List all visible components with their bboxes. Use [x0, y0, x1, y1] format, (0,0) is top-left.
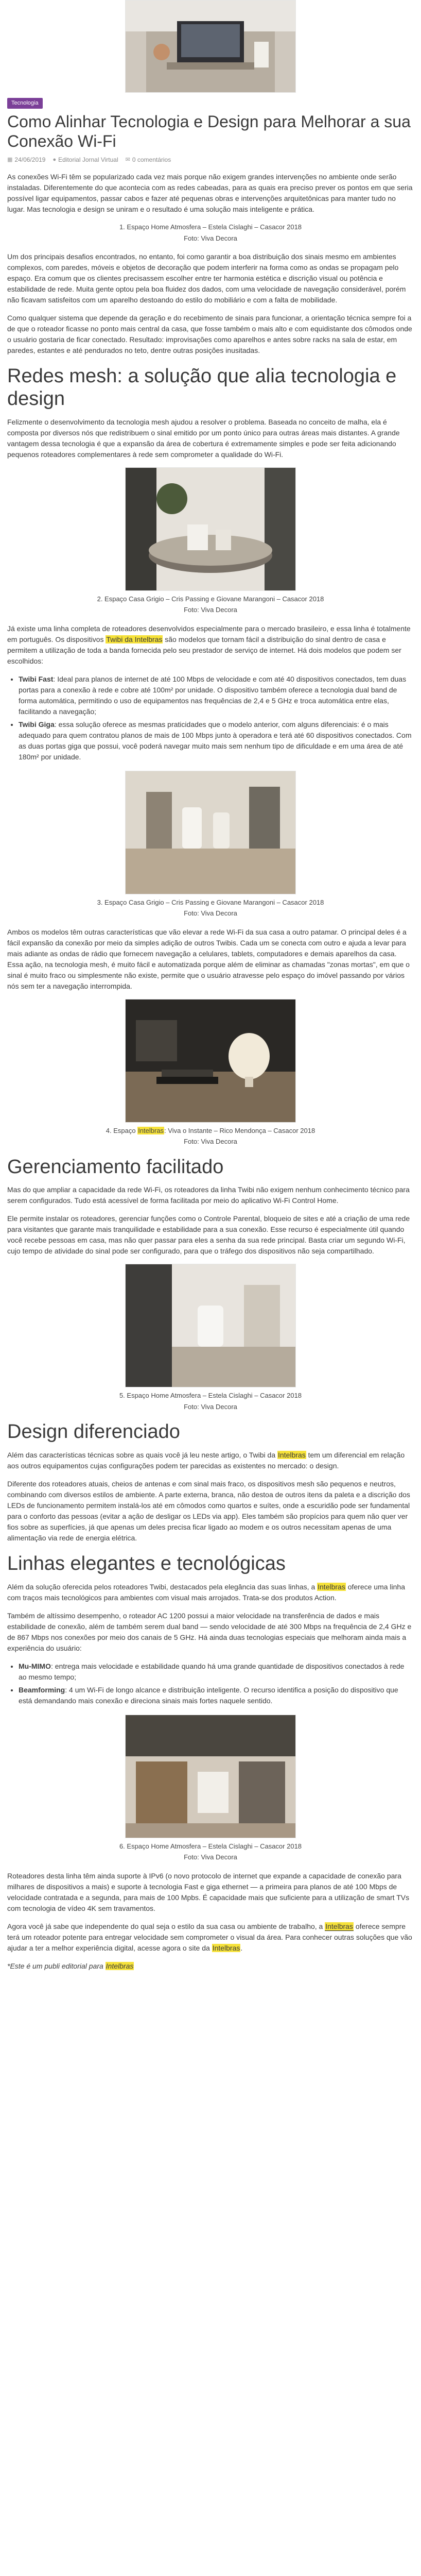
- figure-5-caption: 5. Espaço Home Atmosfera – Estela Cislaghi – Casacor 2018: [119, 1392, 302, 1400]
- text-run: tem um diferencial em relação aos outros equipamentos cujas configurações podem ter parecidas as existentes no mercado: o design.: [7, 1451, 405, 1470]
- comment-icon: ✉: [125, 157, 130, 163]
- list-item-text: : essa solução oferece as mesmas praticidades que o modelo anterior, com alguns diferenciais: é o mais adequado para quem contratou planos de mais de 100 Mbps junto à operadora e terá até 60 dispositivos conectados. Com as duas portas giga que possui, você poderá navegar muito mais sem nenhum tipo de dificuldade e em uma área de até 180m² por unidade.: [19, 720, 412, 761]
- twibi-models-list: [7, 674, 414, 762]
- section-heading-lines: Linhas elegantes e tecnológicas: [7, 1553, 286, 1575]
- figure-6-image: [125, 1715, 296, 1838]
- user-icon: ●: [52, 157, 57, 163]
- paragraph: Um dos principais desafios encontrados, no entanto, foi como garantir a boa distribuição dos sinais mesmo em ambientes complexos, com paredes, móveis e objetos de decoração que podem interferir na forma como as ondas se propagam pelo espaço. Era comum que os clientes precisassem escolher entre ter harmonia estética e discrição visual ou potência e estabilidade de rede. Muita gente optou pela boa fluidez dos dados, com uma velocidade de navegação considerável, porém não ficavam satisfeitos com um aparelho destoando do estilo do mobiliário e com a falta de mobilidade.: [7, 252, 406, 304]
- list-item-text: : Ideal para planos de internet de até 100 Mbps de velocidade e com até 40 dispositivos conectados, tem duas portas para a conexão à rede e cobre até 100m² por unidade. O dispositivo também oferece a tecnologia dual band de forma automática, permitindo o uso de equipamentos nas frequências de 2,4 e 5 GHz e troca automática entre elas, facilitando a navegação;: [19, 674, 407, 716]
- paragraph: Também de altíssimo desempenho, o roteador AC 1200 possui a maior velocidade na transferência de dados e mais estabilidade de conexão, além de também serem dual band — sendo velocidade de até 300 Mbps na frequência de 2,4 GHz e de 867 Mbps nos conexões por meio dos canais de 5 GHz. Há ainda duas tecnologias especiais que melhoram ainda mais a experiência do usuário:: [7, 1611, 412, 1652]
- paragraph: Mas do que ampliar a capacidade da rede Wi-Fi, os roteadores da linha Twibi não exigem nenhum conhecimento técnico para serem configurados. Tudo está acessível de forma facilitada por meio do aplicativo Wi-Fi Control Home.: [7, 1185, 410, 1205]
- intro-paragraph: As conexões Wi-Fi têm se popularizado cada vez mais porque não exigem grandes intervenções no ambiente onde serão instaladas. Diferentemente do que acontecia com as redes cabeadas, para as quais era preciso prever os pontos em que seria possível ligar equipamentos, passar cabos e fazer até pequenas obras e intervenções arquitetônicas para manter tudo no lugar. Mas tecnologia e design se uniram e o resultado é uma solução mais inteligente e prática.: [7, 173, 413, 214]
- sponsored-note: [7, 1961, 414, 1972]
- list-item-text: : entrega mais velocidade e estabilidade quando há uma grande quantidade de dispositivos conectados à rede ao mesmo tempo;: [19, 1662, 405, 1681]
- figure-2-credit: Foto: Viva Decora: [184, 606, 237, 614]
- post-title: Como Alinhar Tecnologia e Design para Melhorar a sua Conexão Wi-Fi: [7, 112, 411, 150]
- figure-2-art: [126, 468, 295, 590]
- figure-4-image: [125, 999, 296, 1123]
- brand-highlight[interactable]: Intelbras: [318, 1582, 345, 1591]
- text-run: 4. Espaço: [106, 1126, 138, 1134]
- figure-5: [7, 1264, 414, 1412]
- paragraph-lines-intro: [7, 1582, 414, 1603]
- text-run: Já existe uma linha completa de roteadores desenvolvidos especialmente para o mercado brasileiro, e essa linha é totalmente em português. Os dispositivos: [7, 624, 411, 643]
- section-heading-mesh: Redes mesh: a solução que alia tecnologia e design: [7, 365, 397, 410]
- figure-4-credit: Foto: Viva Decora: [184, 1138, 237, 1146]
- paragraph: Diferente dos roteadores atuais, cheios de antenas e com sinal mais fraco, os dispositivos mesh são pequenos e neutros, combinando com diversos estilos de ambiente. A parte externa, branca, não destoa de outros itens da paleta e a discrição dos LEDs de funcionamento permitem instalá-los até em cômodos como quartos e suítes, onde a escuridão pode ser fundamental para o conforto das pessoas (evitar a ação de desligar os LEDs via app). Eles também são propícios para quem não quer ver fios sobre as superfícies, já que apenas um deles precisa ficar ligado ao modem e os outros necessitam apenas de uma alimentação via rede de energia elétrica.: [7, 1480, 410, 1543]
- figure-5-image: [125, 1264, 296, 1387]
- header-image-block: [7, 0, 414, 93]
- brand-highlight[interactable]: Intelbras: [138, 1126, 164, 1134]
- figure-6: [7, 1715, 414, 1862]
- figure-4-art: [126, 999, 295, 1122]
- figure-2-caption: 2. Espaço Casa Grigio – Cris Passing e Giovane Marangoni – Casacor 2018: [97, 595, 324, 603]
- figure-5-art: [126, 1264, 295, 1387]
- list-item-label: Twibi Giga: [19, 720, 55, 728]
- list-item: [19, 1685, 414, 1706]
- post-meta: [7, 155, 414, 164]
- figure-2-image: [125, 467, 296, 591]
- text-run: Além da solução oferecida pelos roteadores Twibi, destacados pela elegância das suas linhas, a: [7, 1582, 318, 1591]
- calendar-icon: ▦: [7, 157, 13, 163]
- brand-highlight-link[interactable]: Intelbras: [212, 1943, 240, 1952]
- meta-comments[interactable]: [126, 155, 171, 164]
- figure-1: [7, 222, 414, 243]
- list-item: [19, 674, 414, 717]
- brand-highlight[interactable]: Intelbras: [106, 1961, 134, 1970]
- figure-6-caption: 6. Espaço Home Atmosfera – Estela Cislaghi – Casacor 2018: [119, 1842, 302, 1850]
- list-item-label: Twibi Fast: [19, 674, 54, 683]
- meta-author[interactable]: [52, 155, 118, 164]
- figure-2: [7, 467, 414, 615]
- text-run: Agora você já sabe que independente do qual seja o estilo da sua casa ou ambiente de trabalho, a: [7, 1922, 325, 1930]
- meta-date-text: 24/06/2019: [14, 156, 46, 164]
- brand-highlight[interactable]: Intelbras: [278, 1451, 306, 1460]
- text-run: Além das características técnicas sobre as quais você já leu neste artigo, o Twibi da: [7, 1451, 278, 1460]
- figure-1-credit: Foto: Viva Decora: [184, 234, 237, 242]
- figure-4: [7, 999, 414, 1147]
- text-run: .: [240, 1943, 243, 1952]
- list-item-label: Beamforming: [19, 1685, 65, 1694]
- text-run: *Este é um publi editorial para: [7, 1961, 106, 1970]
- action-features-list: [7, 1661, 414, 1706]
- meta-date: [7, 155, 45, 164]
- text-run: são modelos que tornam fácil a distribuição do sinal dentro de casa e permitem a utilização de toda a banda fornecida pelo seu prestador de serviço de internet. Há dois modelos que podem ser escolhidos:: [7, 635, 401, 665]
- figure-3: [7, 771, 414, 919]
- figure-4-caption: [7, 1126, 414, 1136]
- paragraph-design-intro: [7, 1450, 414, 1471]
- header-image-art: [126, 1, 295, 92]
- list-item-text: : 4 um Wi-Fi de longo alcance e distribuição inteligente. O recurso identifica a posição do dispositivo que está demandando mais conexão e direciona sinais mais fortes naquele sentido.: [19, 1685, 398, 1705]
- meta-author-text[interactable]: Editorial Jornal Virtual: [58, 156, 118, 164]
- meta-comments-text[interactable]: 0 comentários: [132, 156, 171, 164]
- paragraph: Ambos os modelos têm outras características que vão elevar a rede Wi-Fi da sua casa a outro patamar. O principal deles é a fácil expansão da conexão por meio da simples adição de outros Twibis. Cada um se conecta com outro e ajuda a levar para mais adiante as ondas de rádio que fornecem navegação a celulares, tablets, computadores e demais aparelhos da casa. Essa ação, na tecnologia mesh, é muito fácil e automatizada porque além de eliminar as chamadas "zonas mortas", em que o sinal é muito fraco ou simplesmente não existe, permite que o usuário atravesse pelo espaço do imóvel passando por vários nós sem ter a navegação interrompida.: [7, 927, 410, 990]
- figure-6-art: [126, 1715, 295, 1838]
- figure-5-credit: Foto: Viva Decora: [184, 1402, 237, 1411]
- paragraph: Felizmente o desenvolvimento da tecnologia mesh ajudou a resolver o problema. Baseada no conceito de malha, ela é composta por diversos nós que redistribuem o sinal emitido por um ponto único para outras áreas mais distantes. A grande vantagem dessa tecnologia é que a expansão da área de cobertura é extremamente simples e pode ser feita adicionando pequenos roteadores complementares à rede sem comprometer a qualidade do Wi-Fi.: [7, 417, 400, 459]
- figure-3-image: [125, 771, 296, 894]
- paragraph-twibi-intro: [7, 623, 414, 667]
- brand-highlight[interactable]: Intelbras: [325, 1922, 353, 1930]
- figure-3-art: [126, 771, 295, 894]
- list-item: [19, 719, 414, 762]
- figure-1-caption: 1. Espaço Home Atmosfera – Estela Cislaghi – Casacor 2018: [119, 223, 302, 231]
- figure-6-credit: Foto: Viva Decora: [184, 1853, 237, 1861]
- header-image: [125, 0, 296, 93]
- list-item: [19, 1661, 414, 1683]
- list-item-label: Mu-MIMO: [19, 1662, 51, 1670]
- closing-paragraph-2: [7, 1921, 414, 1954]
- paragraph: Ele permite instalar os roteadores, gerenciar funções como o Controle Parental, bloqueio de sites e até a criação de uma rede para visitantes que garante mais tranquilidade e estabilidade para a sua conexão. Esse recurso é especialmente útil quando você recebe pessoas em casa, mas não quer passar para eles a senha da sua rede principal. Basta criar um segundo Wi-Fi, cujo tempo de atividade do sinal pode ser configurado, para que o tráfego dos dispositivos não seja compartilhado.: [7, 1214, 410, 1256]
- figure-3-credit: Foto: Viva Decora: [184, 909, 237, 918]
- section-heading-design: Design diferenciado: [7, 1421, 180, 1443]
- closing-paragraph-1: Roteadores desta linha têm ainda suporte à IPv6 (o novo protocolo de internet que expande a capacidade de conexão para milhares de dispositivos a mais) e suporte à tecnologia Fast e giga ethernet — a primeira para planos de até 100 Mbps de velocidade contratada e a segunda, para mais de 100 Mpbs. É capacidade mais que suficiente para a utilização de smart TVs com tecnologia de vídeo 4K sem travamentos.: [7, 1871, 410, 1912]
- category-badge[interactable]: Tecnologia: [7, 98, 43, 109]
- brand-highlight[interactable]: Twibi da Intelbras: [106, 635, 163, 643]
- text-run: : Viva o Instante – Rico Mendonça – Casacor 2018: [164, 1126, 315, 1134]
- text-run: oferece sempre terá um roteador potente para entregar velocidade sem comprometer o visual da área. Para conhecer outras soluções que vão ajudar a ter a melhor experiência digital, acesse agora o site da: [7, 1922, 412, 1952]
- section-heading-management: Gerenciamento facilitado: [7, 1156, 224, 1178]
- figure-3-caption: 3. Espaço Casa Grigio – Cris Passing e Giovane Marangoni – Casacor 2018: [97, 898, 324, 906]
- paragraph: Como qualquer sistema que depende da geração e do recebimento de sinais para funcionar, a orientação técnica sempre foi a de que o roteador ficasse no ponto mais central da casa, que fosse também o mais alto e com equidistante dos cômodos onde o usuário gostaria de ficar conectado. Resultado: improvisações como aparelhos e antes sobre racks na sala de estar, em paredes, estantes e até pendurados no teto, dentre outras posições inusitadas.: [7, 314, 412, 355]
- text-run: oferece uma linha com traços mais tecnológicos para ambientes com visual mais arrojados. Trata-se dos produtos Action.: [7, 1582, 406, 1602]
